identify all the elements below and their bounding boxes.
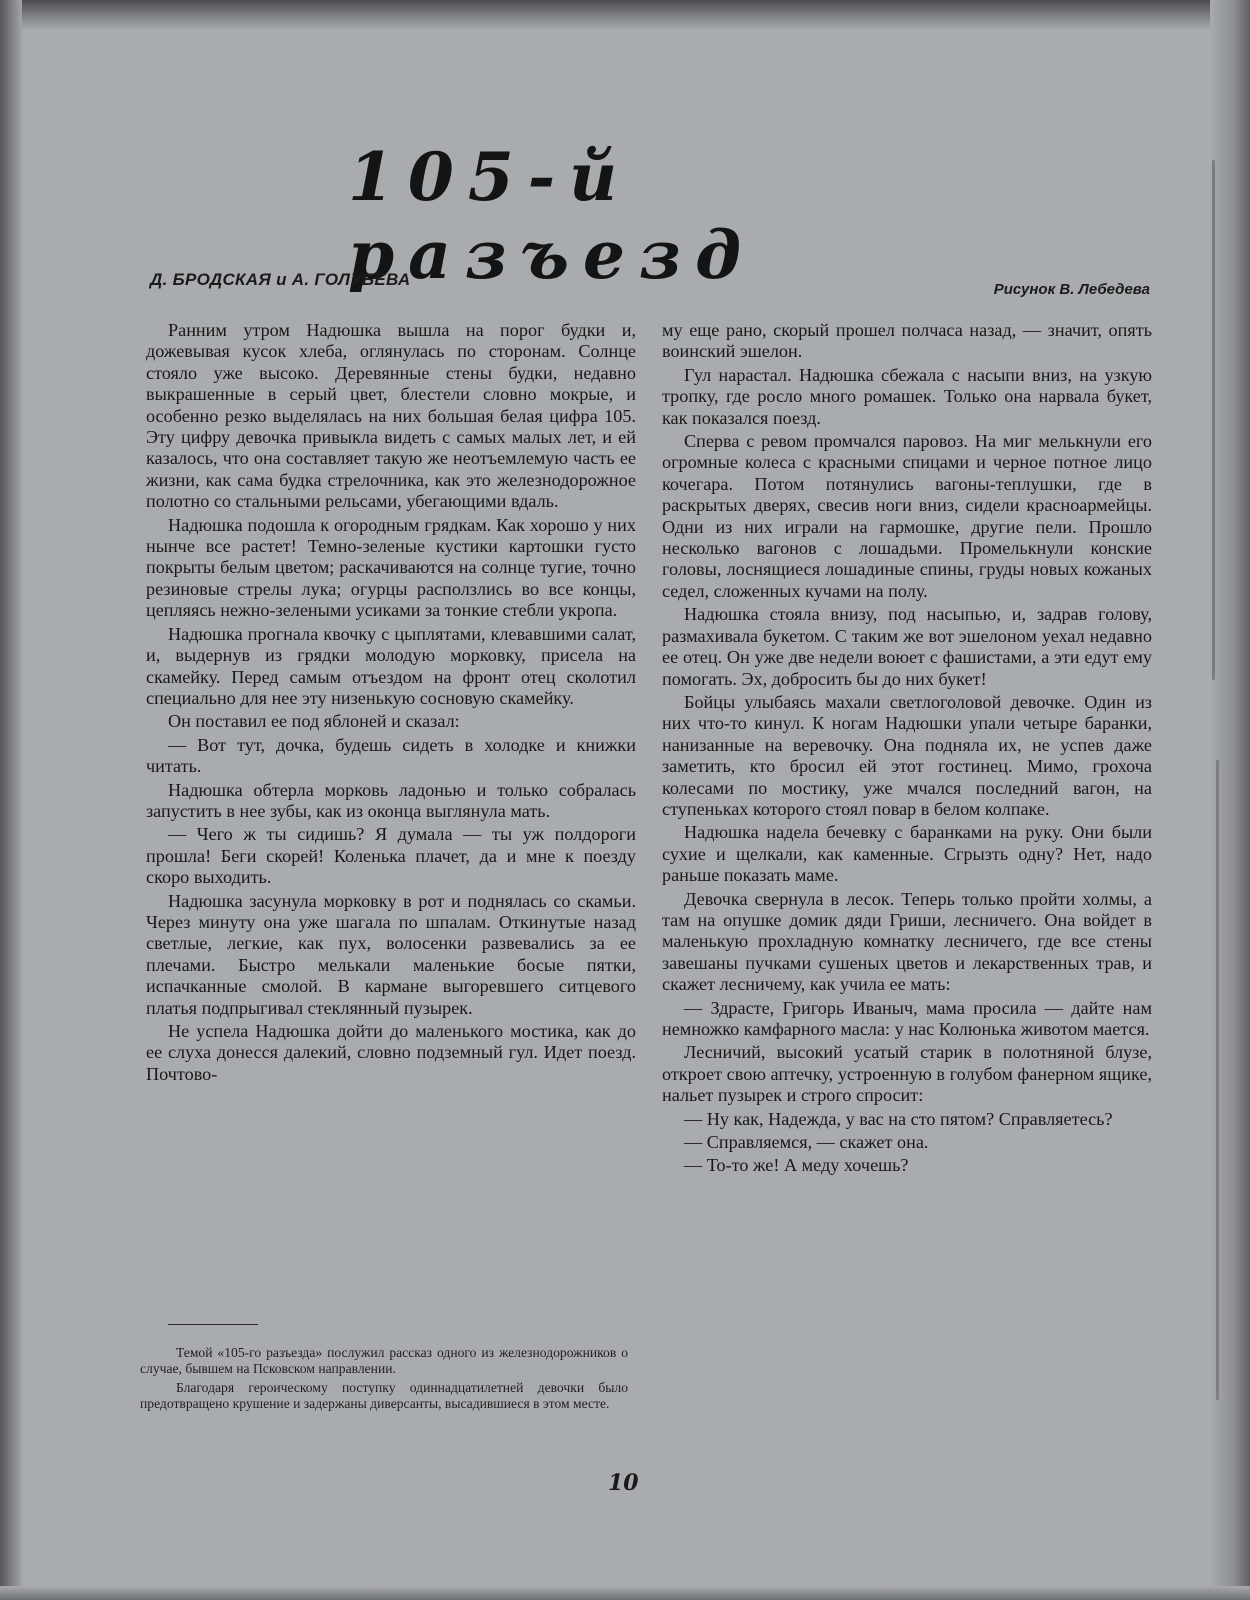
page-top-edge bbox=[0, 0, 1250, 30]
paragraph: Ранним утром Надюшка вышла на порог будки и, дожевывая кусок хлеба, оглянулась по сторонам. Солнце стояло уже высоко. Деревянные стены будки, недавно выкрашенные в серый цвет, блестели словно мокрые, и особенно резко выделялась на них большая белая цифра 105. Эту цифру девочка привыкла видеть с самых малых лет, и ей казалось, что она составляет такую же неотъемлемую часть ее жизни, как сама будка стрелочника, как это железнодорожное полотно со стальными рельсами, убегающими вдаль. bbox=[146, 320, 636, 512]
footnote-divider bbox=[168, 1324, 258, 1325]
paragraph: Надюшка засунула морковку в рот и поднялась со скамьи. Через минуту она уже шагала по шпалам. Откинутые назад светлые, легкие, как пух, волосенки развевались за ее плечами. Быстро мелькали маленькие босые пятки, испачканные смолой. В кармане выгоревшего ситцевого платья подпрыгивал стеклянный пузырек. bbox=[146, 890, 636, 1018]
page-crease-mark bbox=[1216, 760, 1219, 1400]
paragraph: Надюшка подошла к огородным грядкам. Как хорошо у них нынче все растет! Темно-зеленые кустики картошки густо покрыты белым цветом; раскачиваются на солнце тугие, точно резиновые стрелы лука; огурцы расползлись во все концы, цепляясь нежно-зелеными усиками за тонкие стебли укропа. bbox=[146, 514, 636, 621]
page-bottom-edge bbox=[0, 1586, 1250, 1600]
paragraph: — Здрасте, Григорь Иваныч, мама просила — дайте нам немножко камфарного масла: у нас Колюнька животом мается. bbox=[662, 997, 1152, 1039]
text-column-right bbox=[662, 320, 1152, 1179]
paragraph: — Вот тут, дочка, будешь сидеть в холодке и книжки читать. bbox=[146, 734, 636, 777]
paragraph: — То-то же! А меду хочешь? bbox=[684, 1155, 909, 1176]
footnote: Темой «105-го разъезда» послужил рассказ одного из железнодорожников о случае, бывшем на Псковском направлении. bbox=[140, 1345, 628, 1376]
paragraph: — Ну как, Надежда, у вас на сто пятом? Справляетесь? bbox=[684, 1108, 1113, 1129]
page-number: 10 bbox=[608, 1470, 639, 1496]
article-title: 105-й разъезд bbox=[348, 138, 756, 294]
paragraph: Сперва с ревом промчался паровоз. На миг мелькнули его огромные колеса с красными спицами и черное потное лицо кочегара. Потом потянулись вагоны-теплушки, где в раскрытых дверях, свесив ноги вниз, сидели красноармейцы. Одни из них играли на гармошке, другие пели. Прошло несколько вагонов с лошадьми. Промелькнули конские головы, лоснящиеся лошадиные спины, груды новых кожаных седел, сложенных кучами на полу. bbox=[662, 431, 1152, 601]
paragraph: Не успела Надюшка дойти до маленького мостика, как до ее слуха донесся далекий, словно подземный гул. Идет поезд. Почтово- bbox=[146, 1021, 636, 1084]
text-column-left bbox=[146, 320, 636, 1087]
paragraph: Девочка свернула в лесок. Теперь только пройти холмы, а там на опушке домик дяди Гриши, лесничего. Она войдет в маленькую прохладную комнатку лесничего, где все стены завешаны пучками сушеных цветов и лекарственных трав, и скажет лесничему, как учила ее мать: bbox=[662, 888, 1152, 995]
paragraph: Надюшка надела бечевку с баранками на руку. Они были сухие и щелкали, как каменные. Сгрызть одну? Нет, надо раньше показать маме. bbox=[662, 822, 1152, 886]
footnotes bbox=[140, 1345, 628, 1415]
article-authors: Д. БРОДСКАЯ и А. ГОЛУБЕВА bbox=[150, 270, 411, 289]
paragraph: — Справляемся, — скажет она. bbox=[684, 1132, 929, 1153]
page-left-edge bbox=[0, 0, 22, 1600]
paragraph: му еще рано, скорый прошел полчаса назад, — значит, опять воинский эшелон. bbox=[662, 320, 1152, 362]
paragraph: Надюшка стояла внизу, под насыпью, и, задрав голову, размахивала букетом. С таким же вот эшелоном уехал недавно ее отец. Он уже две недели воюет с фашистами, а эти едут ему помогать. Эх, добросить бы до них букет! bbox=[662, 604, 1152, 689]
paragraph: Он поставил ее под яблоней и сказал: bbox=[168, 711, 460, 732]
paragraph: Надюшка прогнала квочку с цыплятами, клевавшими салат, и, выдернув из грядки молодую морковку, присела на скамейку. Перед самым отъездом на фронт отец сколотил специально для нее эту низенькую сосновую скамейку. bbox=[146, 623, 636, 708]
paragraph: Гул нарастал. Надюшка сбежала с насыпи вниз, на узкую тропку, где росло много ромашек. Только она нарвала букет, как показался поезд. bbox=[662, 364, 1152, 428]
paragraph: Лесничий, высокий усатый старик в полотняной блузе, откроет свою аптечку, устроенную в голубом фанерном ящике, нальет пузырек и строго спросит: bbox=[662, 1042, 1152, 1106]
page-crease-mark bbox=[1212, 160, 1215, 680]
paragraph: — Чего ж ты сидишь? Я думала — ты уж полдороги прошла! Беги скорей! Коленька плачет, да и мне к поезду скоро выходить. bbox=[146, 824, 636, 888]
paragraph: Надюшка обтерла морковь ладонью и только собралась запустить в нее зубы, как из оконца выглянула мать. bbox=[146, 779, 636, 821]
illustrator-credit: Рисунок В. Лебедева bbox=[993, 281, 1150, 298]
footnote: Благодаря героическому поступку одиннадцатилетней девочки было предотвращено крушение и задержаны диверсанты, высадившиеся в этом месте. bbox=[140, 1380, 628, 1411]
paragraph: Бойцы улыбаясь махали светлоголовой девочке. Один из них что-то кинул. К ногам Надюшки упали четыре баранки, нанизанные на веревочку. Она подняла их, не успев даже заметить, кто бросил ей этот гостинец. Мимо, грохоча колесами по мостику, уже мчался последний вагон, на ступеньках которого стоял повар в белом колпаке. bbox=[662, 691, 1152, 819]
